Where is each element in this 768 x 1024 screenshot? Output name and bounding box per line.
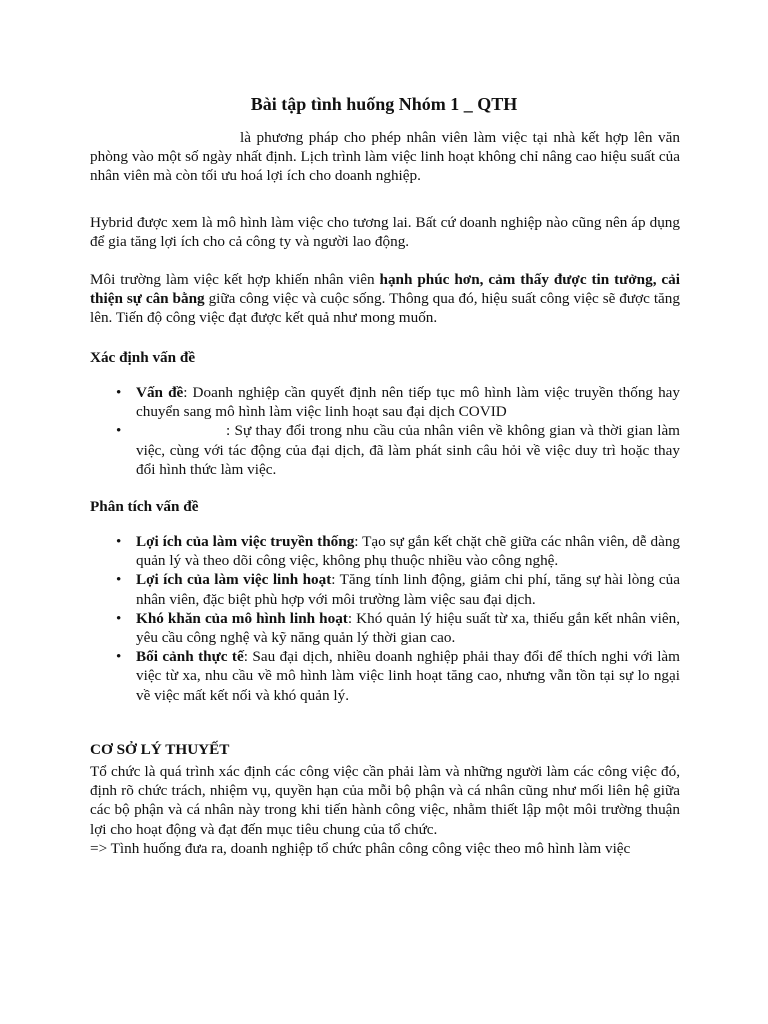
item-text: : Sau đại dịch, nhiều doanh nghiệp phải thay đổi để thích nghi với làm việc từ xa, nhu cầu về mô hình làm việc linh hoạt tăng cao, nhưng vẫn tồn tại sự lo ngại về việc mất kết nối và khó quản lý.: [136, 648, 680, 704]
item-bold-label: Lợi ích của làm việc linh hoạt: [136, 571, 332, 589]
analysis-list: [90, 532, 680, 705]
section-heading-identify: Xác định vấn đề: [90, 349, 196, 366]
list-item: [90, 383, 680, 421]
section-heading-theory: CƠ SỞ LÝ THUYẾT: [90, 741, 230, 758]
theory-conclusion: => Tình huống đưa ra, doanh nghiệp tổ chức phân công công việc theo mô hình làm việc: [90, 839, 631, 857]
item-text: : Sự thay đổi trong nhu cầu của nhân viên về không gian và thời gian làm việc, cùng với tác động của đại dịch, đã làm phát sinh câu hỏi về việc duy trì hoặc thay đổi hình thức làm việc.: [136, 422, 680, 478]
item-bold-label: Khó khăn của mô hình linh hoạt: [136, 609, 348, 627]
intro-text: là phương pháp cho phép nhân viên làm việc tại nhà kết hợp lên văn phòng vào một số ngày nhất định. Lịch trình làm việc linh hoạt không chỉ nâng cao hiệu suất của nhân viên mà còn tối ưu hoá lợi ích cho doanh nghiệp.: [90, 129, 680, 185]
environment-bold-text: hạnh phúc hơn, cảm thấy được tin tưởng, cải thiện sự cân bằng: [90, 271, 680, 308]
section-heading-analysis: Phân tích vấn đề: [90, 498, 199, 515]
theory-text: Tổ chức là quá trình xác định các công việc cần phải làm và những người làm các công việc đó, định rõ chức trách, nhiệm vụ, quyền hạn của mỗi bộ phận và cá nhân cũng như mối liên hệ giữa các bộ phận và cá nhân này trong khi tiến hành công việc, nhằm thiết lập một môi trường thuận lợi cho hoạt động và đạt đến mục tiêu chung của tổ chức.: [90, 763, 680, 838]
item-text: : Tạo sự gắn kết chặt chẽ giữa các nhân viên, dễ dàng quản lý và theo dõi công việc, không phụ thuộc nhiều vào công nghệ.: [136, 533, 681, 570]
item-bold-label: Vấn đề: [136, 384, 184, 401]
document-title: Bài tập tình huống Nhóm 1 _ QTH: [250, 94, 518, 114]
theory-paragraph: [90, 762, 680, 858]
item-text: : Tăng tính linh động, giảm chi phí, tăng sự hài lòng của nhân viên, đặc biệt phù hợp với môi trường làm việc sau đại dịch.: [136, 571, 680, 608]
item-bold-label: Bối cảnh thực tế: [136, 648, 244, 666]
identify-list: [90, 383, 680, 479]
item-bold-label: Lợi ích của làm việc truyền thống: [136, 533, 355, 550]
intro-paragraph: [90, 128, 680, 186]
item-text: : Doanh nghiệp cần quyết định nên tiếp tục mô hình làm việc truyền thống hay chuyển sang mô hình làm việc linh hoạt sau đại dịch COVID: [136, 384, 681, 421]
list-item: [90, 609, 680, 647]
list-item: [90, 570, 680, 608]
list-item: [90, 421, 680, 479]
list-item: [90, 532, 680, 570]
hybrid-paragraph: Hybrid được xem là mô hình làm việc cho tương lai. Bất cứ doanh nghiệp nào cũng nên áp dụng để gia tăng lợi ích cho cả công ty và người lao động.: [90, 214, 680, 251]
item-text: : Khó quản lý hiệu suất từ xa, thiếu gắn kết nhân viên, yêu cầu công nghệ và kỹ năng quản lý thời gian cao.: [136, 609, 680, 647]
environment-text-end: giữa công việc và cuộc sống. Thông qua đó, hiệu suất công việc sẽ được tăng lên. Tiến độ công việc đạt được kết quả như mong muốn.: [90, 290, 680, 327]
environment-text-start: Môi trường làm việc kết hợp khiến nhân viên: [90, 271, 380, 288]
list-item: [90, 647, 680, 705]
environment-paragraph: [90, 270, 680, 328]
